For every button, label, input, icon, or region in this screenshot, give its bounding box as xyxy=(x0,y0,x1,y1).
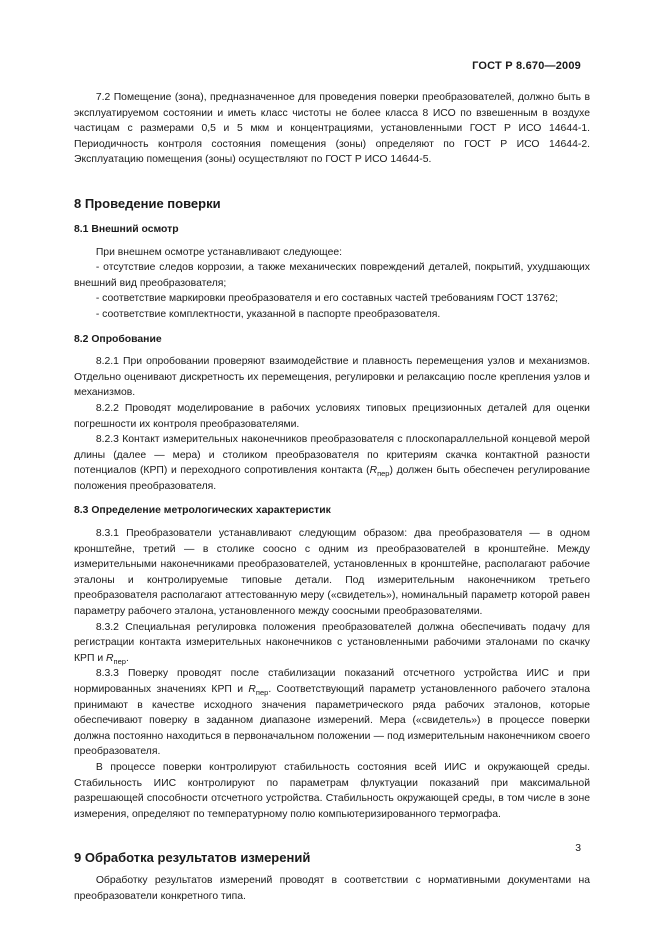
subsection-8-2-heading: 8.2 Опробование xyxy=(74,333,162,345)
document-header: ГОСТ Р 8.670—2009 xyxy=(472,60,581,72)
paragraph-8-3-2 xyxy=(74,620,590,667)
paragraph-8-2-1: 8.2.1 При опробовании проверяют взаимодействие и плавность перемещения узлов и механизмов. Отдельно оценивают дискретность их перемещения, регулировки и релаксацию после крепления узлов и механизмов. xyxy=(74,356,590,399)
page-number: 3 xyxy=(575,843,581,855)
r-symbol: R xyxy=(106,652,114,664)
r-symbol: R xyxy=(369,465,378,477)
section-8-heading: 8 Проведение поверки xyxy=(74,195,221,211)
r-symbol: R xyxy=(248,684,256,695)
r-subscript: пер xyxy=(255,688,269,698)
paragraph-9: Обработку результатов измерений проводят в соответствии с нормативными документами на преобразователи конкретного типа. xyxy=(74,875,590,902)
subsection-8-3-heading: 8.3 Определение метрологических характеристик xyxy=(74,505,331,517)
paragraph-8-3-3-text-b: . Соответствующий параметр установленного рабочего эталона принимают в качестве исходного значения параметрического ряда рабочих эталонов, которые обеспечивают поверку в заданном диапазоне измерений. Мера («свидетель») в процессе поверки должна постоянно находиться в первоначальном положении — под измерительным наконечником своего преобразователя. xyxy=(74,684,590,758)
list-item: - соответствие комплектности, указанной в паспорте преобразователя. xyxy=(95,308,441,320)
section-9-heading: 9 Обработка результатов измерений xyxy=(74,850,311,866)
paragraph-8-2-3-text-a: 8.2.3 Контакт измерительных наконечников преобразователя с плоскопараллельной концевой мерой длины (далее — мера) и столиком преобразователя по критериям скачка контактной разности потенциалов (КРП) и переходного сопротивления контакта ( xyxy=(74,434,590,477)
list-item: - отсутствие следов коррозии, а также механических повреждений деталей, покрытий, ухудшающих внешний вид преобразователя; xyxy=(74,262,590,289)
paragraph-8-2-2: 8.2.2 Проводят моделирование в рабочих условиях типовых прецизионных деталей для оценки погрешности их контроля преобразователями. xyxy=(74,402,590,430)
r-subscript: пер xyxy=(113,656,126,666)
list-item: - соответствие маркировки преобразователя и его составных частей требованиям ГОСТ 13762; xyxy=(95,293,559,305)
paragraph-8-3-3 xyxy=(74,666,590,760)
document-body xyxy=(74,90,590,905)
paragraph-8-3-1: 8.3.1 Преобразователи устанавливают следующим образом: два преобразователя — в одном кронштейне, третий — в столике соосно с одним из преобразователей в кронштейне. Между измерительными наконечниками преобразователей, установленных в кронштейне, располагают рабочие эталоны и контролируемые типовые детали. Под измерительным наконечником третьего преобразователя располагают аттестованную меру («свидетель»), номинальный параметр которой равен параметру рабочего эталона, установленного между соосными преобразователями. xyxy=(74,528,590,618)
paragraph-8-3-3-text-a: 8.3.3 Поверку проводят после стабилизации показаний отсчетного устройства ИИС и при нормированных значениях КРП и xyxy=(74,668,590,695)
paragraph-8-2-3-text-b: ) должен быть обеспечен регулирование положения преобразователя. xyxy=(74,465,590,492)
paragraph-8-2-3 xyxy=(74,432,590,494)
paragraph-8-3-stability: В процессе поверки контролируют стабильность состояния всей ИИС и окружающей среды. Стабильность ИИС контролируют по параметрам флуктуации показаний при максимальной разрешающей способности отсчетного устройства. Стабильность окружающей среды, в том числе в зоне измерения, определяют по температурному полю компьютеризированного термографа. xyxy=(74,761,590,820)
paragraph-8-3-2-text-a: 8.3.2 Специальная регулировка положения преобразователей должна обеспечивать подачу для регистрации контакта измерительных наконечников с установленными рабочими эталонами по скачку КРП и xyxy=(74,621,590,664)
subsection-8-1-heading: 8.1 Внешний осмотр xyxy=(74,223,179,235)
paragraph-7-2: 7.2 Помещение (зона), предназначенное для проведения поверки преобразователей, должно быть в эксплуатируемом состоянии и иметь класс чистоты не более класса 8 ИСО по взвешенным в воздухе частицам с размерами 0,5 и 5 мкм и концентрациями, установленными ГОСТ Р ИСО 14644-1. Периодичность контроля состояния помещения (зоны) определяют по ГОСТ Р ИСО 14644-2. Эксплуатацию помещения (зоны) осуществляют по ГОСТ Р ИСО 14644-5. xyxy=(74,92,590,166)
r-subscript: пер xyxy=(377,469,390,479)
paragraph-8-1-intro: При внешнем осмотре устанавливают следующее: xyxy=(95,246,343,258)
paragraph-8-3-2-text-b: . xyxy=(125,652,129,664)
